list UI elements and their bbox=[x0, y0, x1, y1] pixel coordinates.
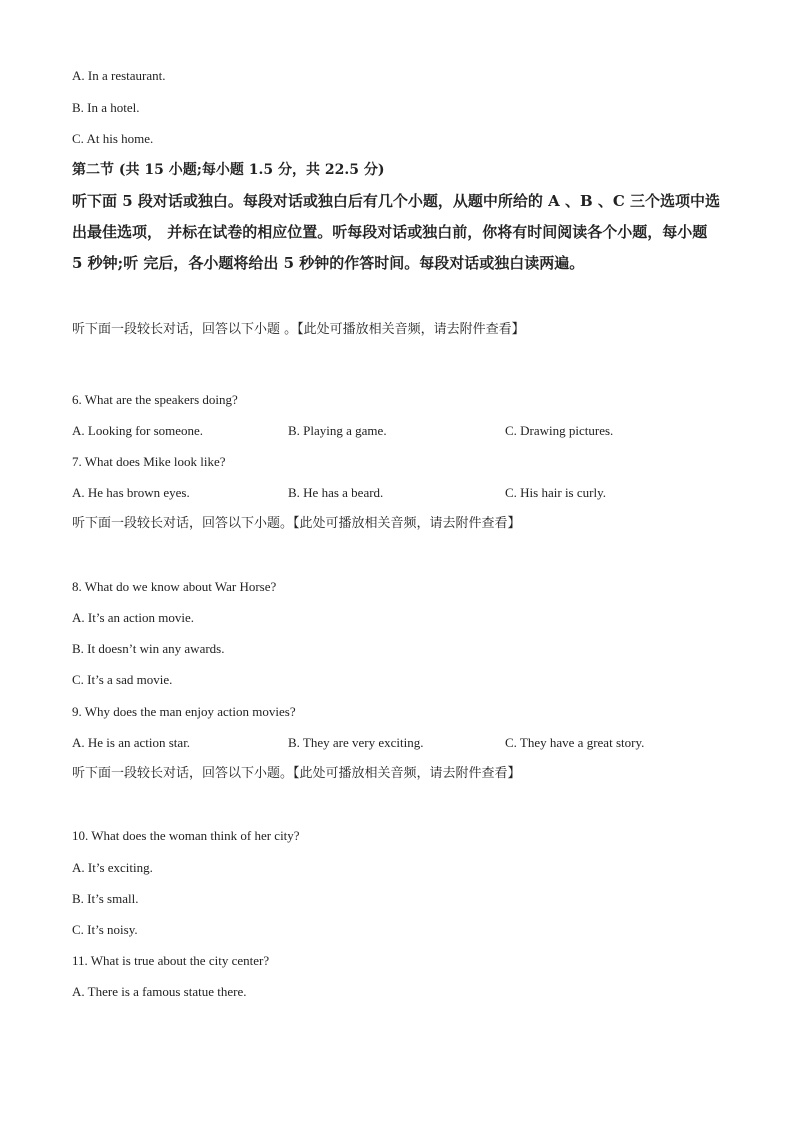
q6-option-b: B. Playing a game. bbox=[288, 423, 387, 438]
q10-option-c: C. It’s noisy. bbox=[72, 922, 138, 937]
q5-option-b: B. In a hotel. bbox=[72, 100, 140, 115]
q8-option-b: B. It doesn’t win any awards. bbox=[72, 641, 225, 656]
q9-option-a: A. He is an action star. bbox=[72, 735, 191, 750]
section2-title: 第二节 (共 15 小题;每小题 1.5 分，共 22.5 分) bbox=[72, 162, 385, 178]
q7-stem: 7. What does Mike look like? bbox=[72, 454, 226, 469]
section2-instructions: 听下面 5 段对话或独白。每段对话或独白后有几个小题，从题中所给的 A 、B 、C 三个选项中选 出最佳选项， 并标在试卷的相应位置。听每段对话或独白前，你将有时间阅读各个小题，每小题 5 秒钟;听 完后，各小题将给出 5 秒钟的作答时间。每段对话或独白读两遍。 bbox=[72, 192, 721, 272]
q8-option-a: A. It’s an action movie. bbox=[72, 610, 195, 625]
dialog-note-3: 听下面一段较长对话，回答以下小题。【此处可播放相关音频，请去附件查看】 bbox=[72, 766, 521, 781]
q6-option-c: C. Drawing pictures. bbox=[505, 423, 614, 438]
q8-option-c: C. It’s a sad movie. bbox=[72, 672, 173, 687]
dialog-note-2: 听下面一段较长对话，回答以下小题。【此处可播放相关音频，请去附件查看】 bbox=[72, 516, 521, 531]
q9-stem: 9. Why does the man enjoy action movies? bbox=[72, 704, 296, 719]
q8-stem: 8. What do we know about War Horse? bbox=[72, 579, 277, 594]
q5-option-a: A. In a restaurant. bbox=[72, 68, 166, 83]
q6-stem: 6. What are the speakers doing? bbox=[72, 392, 238, 407]
dialog-note-1: 听下面一段较长对话，回答以下小题 。【此处可播放相关音频，请去附件查看】 bbox=[72, 322, 525, 337]
q10-stem: 10. What does the woman think of her city? bbox=[72, 828, 300, 843]
q6-option-a: A. Looking for someone. bbox=[72, 423, 204, 438]
q9-option-b: B. They are very exciting. bbox=[288, 735, 424, 750]
q7-option-a: A. He has brown eyes. bbox=[72, 485, 190, 500]
q10-option-a: A. It’s exciting. bbox=[72, 860, 153, 875]
q7-option-c: C. His hair is curly. bbox=[505, 485, 606, 500]
q11-stem: 11. What is true about the city center? bbox=[72, 953, 270, 968]
q9-option-c: C. They have a great story. bbox=[505, 735, 645, 750]
q7-option-b: B. He has a beard. bbox=[288, 485, 384, 500]
q11-option-a: A. There is a famous statue there. bbox=[72, 984, 247, 999]
q10-option-b: B. It’s small. bbox=[72, 891, 139, 906]
q5-option-c: C. At his home. bbox=[72, 131, 154, 146]
